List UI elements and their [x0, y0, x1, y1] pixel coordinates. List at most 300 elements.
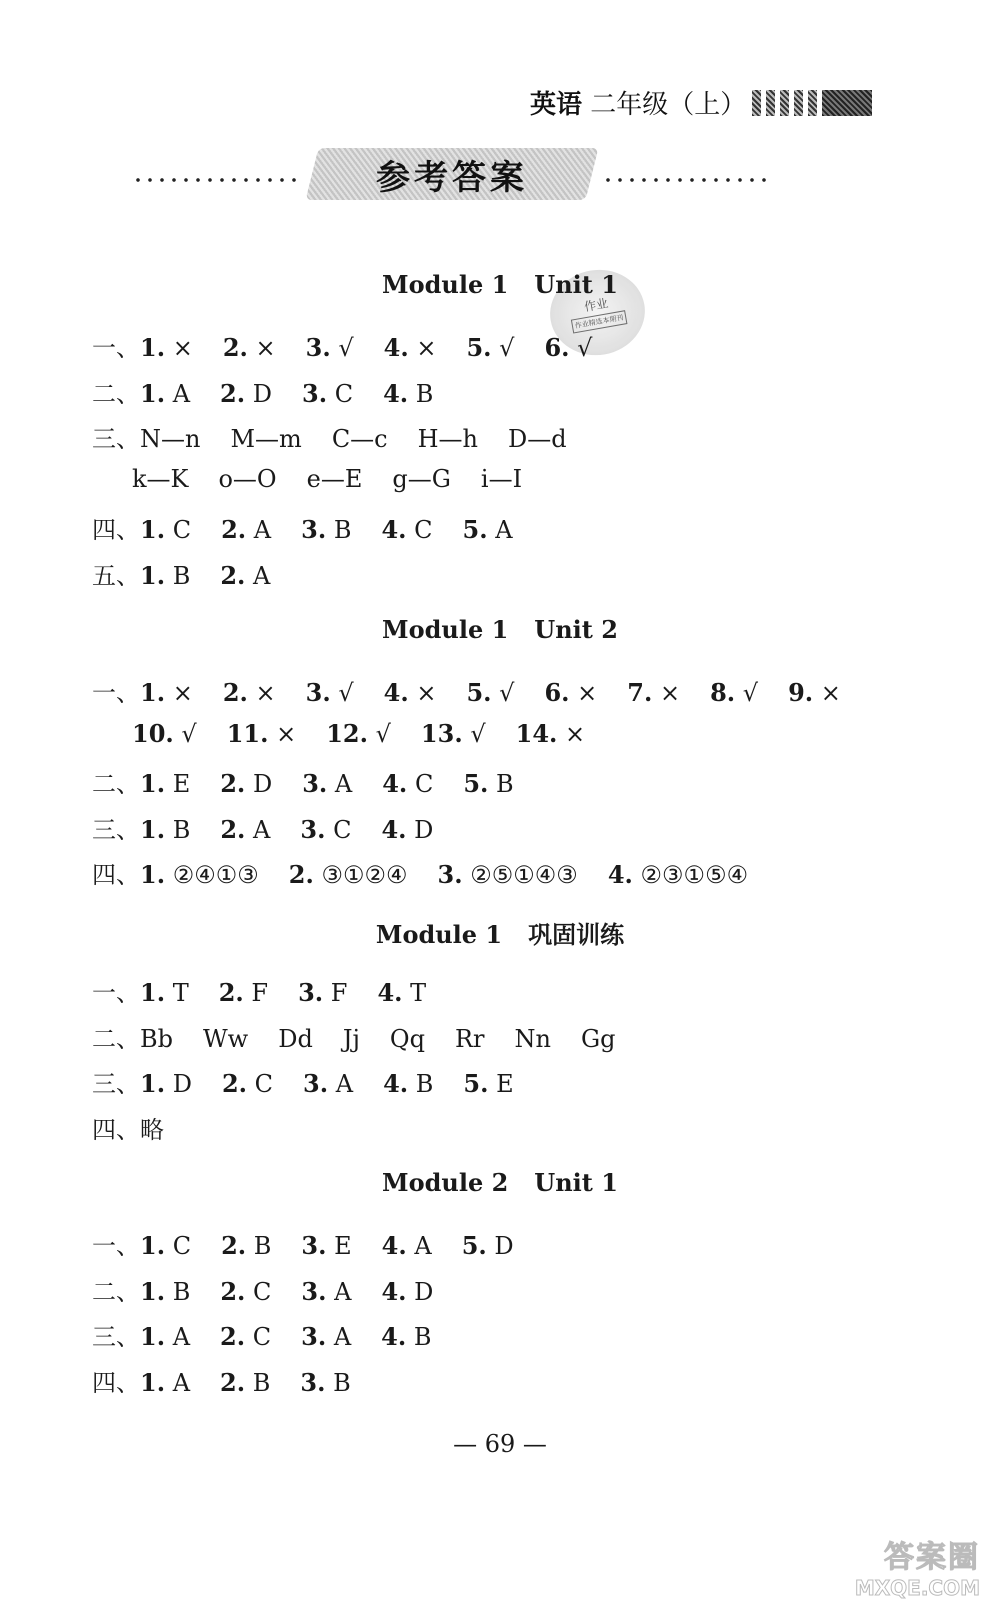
item-number: 2.: [220, 769, 246, 798]
item-answer: B: [415, 379, 434, 408]
answer-item: [289, 861, 408, 889]
answer-item: [140, 425, 200, 453]
item-answer: i—I: [480, 464, 523, 493]
item-number: 3.: [305, 333, 331, 362]
answer-line: [92, 973, 456, 1008]
item-number: 2.: [222, 678, 248, 707]
item-answer: D: [414, 1277, 434, 1306]
item-answer: T: [172, 979, 189, 1007]
answer-item: [300, 1369, 350, 1397]
item-answer: e—E: [306, 464, 363, 493]
item-answer: A: [253, 516, 272, 544]
answer-item: [466, 334, 514, 362]
item-answer: C—c: [331, 425, 388, 453]
stamp-line2: 作业精选本期刊: [571, 310, 628, 333]
answer-item: [381, 1278, 433, 1306]
page-number: — 69 —: [453, 1430, 547, 1458]
item-number: 1.: [140, 678, 166, 707]
item-answer: D: [494, 1232, 514, 1260]
item-number: 5.: [461, 1231, 487, 1260]
item-number: 14.: [515, 718, 558, 748]
item-answer: D: [414, 815, 434, 844]
item-answer: ×: [659, 679, 681, 707]
item-answer: E: [172, 770, 191, 798]
answer-item: [303, 1070, 353, 1098]
answer-item: [301, 1323, 351, 1351]
item-answer: B: [252, 1368, 271, 1397]
item-answer: √: [742, 679, 759, 707]
answer-item: [343, 1025, 360, 1053]
item-answer: C: [334, 379, 354, 408]
item-answer: C: [414, 770, 434, 798]
answer-item: [230, 425, 301, 453]
answer-line: [92, 810, 463, 845]
answer-item: [219, 979, 268, 1007]
item-number: 3.: [302, 769, 328, 798]
answer-item: [220, 1278, 271, 1306]
item-number: 2.: [222, 333, 248, 362]
question-number: 四、: [92, 516, 140, 544]
answer-item: [220, 770, 272, 798]
answer-item: [332, 425, 388, 453]
item-answer: ×: [416, 679, 437, 707]
item-answer: ×: [172, 334, 193, 362]
question-number: 三、: [92, 815, 140, 844]
header-decoration: [752, 90, 872, 116]
answer-item: [140, 1323, 190, 1351]
item-answer: √: [577, 334, 593, 362]
item-answer: √: [375, 719, 391, 748]
item-answer: ×: [276, 719, 297, 748]
item-answer: E: [496, 1070, 514, 1098]
question-number: 三、: [92, 1323, 140, 1351]
item-answer: C: [252, 1323, 272, 1351]
section-heading: [0, 615, 1000, 644]
item-answer: ②③①⑤④: [640, 861, 749, 889]
item-answer: C: [172, 1232, 192, 1260]
item-number: 2.: [220, 1367, 246, 1397]
item-number: 1.: [140, 1276, 166, 1306]
answer-item: [300, 816, 351, 844]
item-number: 1.: [140, 1231, 166, 1260]
item-answer: A: [414, 1232, 432, 1260]
item-answer: A: [172, 1368, 191, 1397]
item-answer: ×: [255, 679, 276, 707]
section-module: Module 1: [382, 615, 509, 644]
answer-item: [438, 861, 578, 889]
item-answer: o—O: [218, 464, 277, 493]
answer-item: [278, 1025, 313, 1053]
item-answer: C: [414, 516, 433, 544]
item-answer: C: [254, 1070, 274, 1098]
section-module: Module 1: [375, 920, 503, 949]
item-answer: ×: [172, 679, 193, 707]
answer-line: [92, 1019, 646, 1054]
title-row: [132, 148, 772, 208]
answer-item: [544, 334, 592, 362]
answer-item: [377, 979, 426, 1007]
answer-item: [140, 516, 191, 544]
answer-item: [514, 1025, 550, 1053]
item-number: 1.: [140, 560, 166, 590]
answer-item: [508, 425, 567, 453]
item-number: 2.: [221, 1231, 247, 1260]
answer-item: [298, 979, 347, 1007]
item-number: 3.: [301, 1276, 327, 1306]
item-number: 3.: [300, 814, 326, 844]
answer-line: [92, 1064, 544, 1099]
answer-item: [203, 1025, 248, 1053]
question-number: 一、: [92, 334, 140, 362]
question-number: 五、: [92, 561, 140, 590]
answer-line: [92, 419, 597, 454]
answer-line: [92, 1317, 462, 1352]
item-number: 3.: [303, 1069, 329, 1098]
item-answer: H—h: [417, 425, 479, 453]
watermark-bottom: MXQE.COM: [854, 1576, 980, 1600]
header-grade: 二年级: [590, 90, 669, 120]
answer-item: [140, 334, 193, 362]
question-number: 三、: [92, 425, 140, 453]
item-number: 3.: [437, 860, 463, 889]
question-number: 四、: [92, 1115, 140, 1144]
section-heading: [0, 270, 1000, 299]
answer-item: [466, 679, 514, 707]
item-answer: √: [499, 679, 515, 707]
question-number: 二、: [92, 379, 140, 408]
item-number: 4.: [383, 378, 409, 408]
question-number: 二、: [92, 770, 140, 798]
item-answer: ×: [416, 334, 437, 362]
answer-item: [421, 720, 486, 748]
item-number: 4.: [383, 1069, 409, 1098]
answer-line: [92, 855, 778, 890]
answer-item: [140, 1369, 190, 1397]
answer-item: [788, 679, 841, 707]
item-number: 3.: [298, 978, 324, 1007]
item-number: 13.: [420, 718, 463, 748]
item-answer: D—d: [508, 425, 567, 453]
item-answer: ②④①③: [172, 861, 259, 889]
answer-item: [383, 1070, 433, 1098]
answer-item: [223, 679, 276, 707]
answer-line: [132, 465, 552, 493]
answer-item: [220, 1369, 270, 1397]
answer-item: [462, 1232, 514, 1260]
answer-item: [301, 1278, 351, 1306]
answer-item: [463, 1070, 513, 1098]
answer-item: [384, 679, 437, 707]
item-answer: M—m: [230, 425, 302, 453]
answer-item: [302, 770, 352, 798]
answer-line: [92, 673, 871, 708]
item-answer: Ww: [203, 1024, 249, 1053]
answer-item: [302, 380, 353, 408]
answer-item: [227, 720, 297, 748]
section-module: Module 2: [382, 1168, 509, 1197]
answer-item: [140, 679, 193, 707]
question-number: 三、: [92, 1070, 140, 1098]
answer-line: [92, 1272, 463, 1307]
answer-item: [221, 1232, 271, 1260]
item-answer: B: [253, 1232, 272, 1260]
item-number: 4.: [377, 978, 403, 1007]
answer-item: [307, 465, 363, 493]
item-answer: A: [334, 770, 353, 798]
item-answer: ×: [820, 679, 841, 707]
question-number: 四、: [92, 861, 140, 889]
answer-line: [92, 510, 543, 545]
item-number: 5.: [466, 333, 492, 362]
answer-line: [92, 328, 622, 363]
answer-item: [382, 1232, 432, 1260]
answer-line: [92, 1110, 194, 1145]
item-number: 10.: [132, 718, 174, 748]
answer-item: [390, 1025, 425, 1053]
answer-item: [140, 1116, 164, 1144]
answer-line: [92, 556, 300, 591]
answer-item: [481, 465, 522, 493]
item-number: 2.: [220, 378, 246, 408]
item-number: 1.: [140, 769, 166, 798]
section-module: Module 1: [382, 270, 509, 299]
item-answer: B: [415, 1070, 434, 1098]
answer-item: [627, 679, 680, 707]
section-heading: [0, 1168, 1000, 1197]
item-answer: F: [251, 979, 269, 1007]
item-answer: A: [253, 561, 271, 590]
item-number: 2.: [221, 1069, 248, 1098]
answer-item: [463, 770, 513, 798]
item-answer: Jj: [342, 1024, 360, 1053]
answer-item: [140, 1278, 190, 1306]
dotted-rule-right: [602, 178, 772, 182]
item-answer: A: [253, 815, 271, 844]
item-answer: √: [470, 719, 486, 748]
answer-item: [301, 516, 351, 544]
answer-item: [140, 1025, 173, 1053]
item-number: 2.: [221, 515, 247, 544]
item-number: 4.: [382, 769, 408, 798]
item-number: 5.: [463, 769, 489, 798]
item-number: 2.: [220, 560, 246, 590]
item-number: 3.: [305, 678, 331, 707]
item-number: 1.: [140, 378, 166, 408]
section-unit: Unit 1: [534, 1168, 618, 1197]
answer-item: [418, 425, 478, 453]
item-number: 2.: [218, 978, 244, 1007]
item-answer: C: [333, 815, 352, 844]
header-term: （上）: [668, 90, 747, 120]
item-number: 3.: [301, 1322, 327, 1351]
item-answer: g—G: [392, 464, 451, 493]
item-answer: k—K: [132, 464, 189, 493]
item-answer: √: [499, 334, 515, 362]
item-answer: T: [410, 979, 427, 1007]
item-number: 1.: [140, 978, 166, 1007]
header-subject: 英语: [530, 90, 583, 120]
item-answer: C: [253, 1277, 272, 1306]
item-number: 1.: [140, 860, 166, 889]
item-number: 4.: [381, 814, 407, 844]
answer-item: [306, 334, 354, 362]
item-answer: √: [338, 334, 354, 362]
answer-item: [140, 1070, 192, 1098]
answer-item: [581, 1025, 616, 1053]
item-number: 4.: [381, 515, 407, 544]
item-number: 4.: [383, 678, 409, 707]
section-unit: 巩固训练: [528, 920, 625, 949]
item-number: 4.: [381, 1322, 407, 1351]
answer-item: [140, 816, 190, 844]
answer-item: [463, 516, 513, 544]
item-number: 1.: [140, 333, 166, 362]
item-number: 1.: [140, 814, 166, 844]
stamp-line1: 作业: [583, 296, 610, 315]
item-answer: C: [172, 516, 192, 544]
section-heading: [0, 915, 1000, 950]
answer-line: [92, 1363, 381, 1398]
item-number: 4.: [607, 860, 633, 889]
item-number: 6.: [544, 333, 570, 362]
answer-line: [92, 1226, 544, 1261]
item-answer: F: [330, 979, 348, 1007]
item-number: 4.: [383, 333, 409, 362]
item-answer: ×: [255, 334, 276, 362]
answer-item: [608, 861, 748, 889]
item-answer: B: [172, 815, 191, 844]
item-answer: N—n: [140, 425, 201, 453]
answer-item: [384, 334, 437, 362]
item-number: 1.: [140, 515, 166, 544]
item-number: 3.: [301, 515, 327, 544]
item-answer: Qq: [389, 1024, 425, 1053]
answer-item: [382, 770, 433, 798]
answer-item: [222, 1070, 273, 1098]
item-answer: Gg: [580, 1024, 616, 1053]
answer-item: [455, 1025, 485, 1053]
item-answer: A: [333, 1323, 352, 1351]
watermark-top: 答案圈: [884, 1540, 980, 1575]
item-answer: A: [334, 1277, 352, 1306]
answer-item: [381, 816, 433, 844]
item-answer: Bb: [140, 1024, 173, 1053]
answer-line: [92, 764, 544, 799]
item-number: 8.: [710, 678, 736, 707]
answer-item: [140, 979, 189, 1007]
answer-item: [220, 380, 272, 408]
item-answer: √: [181, 719, 197, 748]
item-answer: A: [335, 1070, 354, 1098]
page-title: 参考答案: [376, 158, 528, 198]
item-answer: B: [333, 1368, 351, 1397]
item-number: 2.: [220, 1276, 246, 1306]
item-number: 5.: [466, 678, 492, 707]
answer-item: [140, 1232, 191, 1260]
item-answer: ③①②④: [321, 861, 408, 889]
item-answer: ×: [565, 719, 586, 748]
item-answer: A: [495, 516, 513, 544]
item-answer: √: [338, 679, 354, 707]
item-answer: B: [172, 1277, 191, 1306]
question-number: 二、: [92, 1024, 140, 1053]
answer-item: [392, 465, 451, 493]
answer-item: [140, 861, 259, 889]
item-answer: B: [413, 1323, 432, 1351]
item-number: 2.: [220, 814, 246, 844]
item-answer: D: [172, 1070, 192, 1098]
answer-item: [140, 770, 190, 798]
item-number: 3.: [302, 378, 328, 408]
question-number: 一、: [92, 679, 140, 707]
answer-line: [92, 374, 463, 409]
item-answer: 略: [140, 1115, 164, 1144]
item-number: 12.: [326, 718, 368, 748]
answer-item: [381, 1323, 431, 1351]
section-unit: Unit 2: [534, 615, 618, 644]
item-answer: Rr: [454, 1024, 485, 1053]
header-title: [530, 84, 746, 121]
answer-item: [326, 720, 391, 748]
answer-item: [301, 1232, 351, 1260]
item-answer: Dd: [278, 1024, 313, 1053]
answer-item: [516, 720, 586, 748]
section-unit: Unit 1: [534, 270, 618, 299]
item-number: 7.: [627, 678, 653, 707]
answer-item: [140, 562, 190, 590]
answer-item: [221, 516, 271, 544]
item-number: 5.: [462, 515, 488, 544]
item-answer: ×: [577, 679, 598, 707]
item-number: 6.: [544, 678, 570, 707]
answer-item: [132, 720, 197, 748]
question-number: 一、: [92, 1232, 140, 1260]
item-number: 2.: [220, 1322, 246, 1351]
answer-item: [381, 516, 432, 544]
dotted-rule-left: [132, 178, 297, 182]
answer-item: [220, 562, 270, 590]
item-number: 1.: [140, 1367, 166, 1397]
item-number: 3.: [301, 1231, 327, 1260]
item-number: 9.: [788, 678, 814, 707]
item-answer: E: [334, 1232, 352, 1260]
item-number: 3.: [300, 1367, 326, 1397]
answer-item: [306, 679, 354, 707]
item-number: 11.: [226, 718, 269, 748]
item-number: 1.: [140, 1322, 166, 1351]
answer-line: [132, 719, 615, 748]
answer-item: [223, 334, 276, 362]
item-answer: ②⑤①④③: [470, 861, 578, 889]
answer-item: [132, 465, 188, 493]
question-number: 一、: [92, 979, 140, 1007]
item-number: 1.: [140, 1069, 166, 1098]
question-number: 四、: [92, 1368, 140, 1397]
item-answer: B: [496, 770, 514, 798]
item-answer: A: [172, 1323, 191, 1351]
item-answer: B: [172, 561, 191, 590]
answer-item: [383, 380, 433, 408]
answer-item: [544, 679, 597, 707]
question-number: 二、: [92, 1277, 140, 1306]
watermark: [820, 1520, 980, 1600]
answer-item: [140, 380, 190, 408]
item-answer: Nn: [514, 1024, 551, 1053]
item-number: 4.: [381, 1231, 407, 1260]
item-answer: B: [333, 516, 352, 544]
answer-item: [710, 679, 758, 707]
item-answer: D: [252, 770, 273, 798]
